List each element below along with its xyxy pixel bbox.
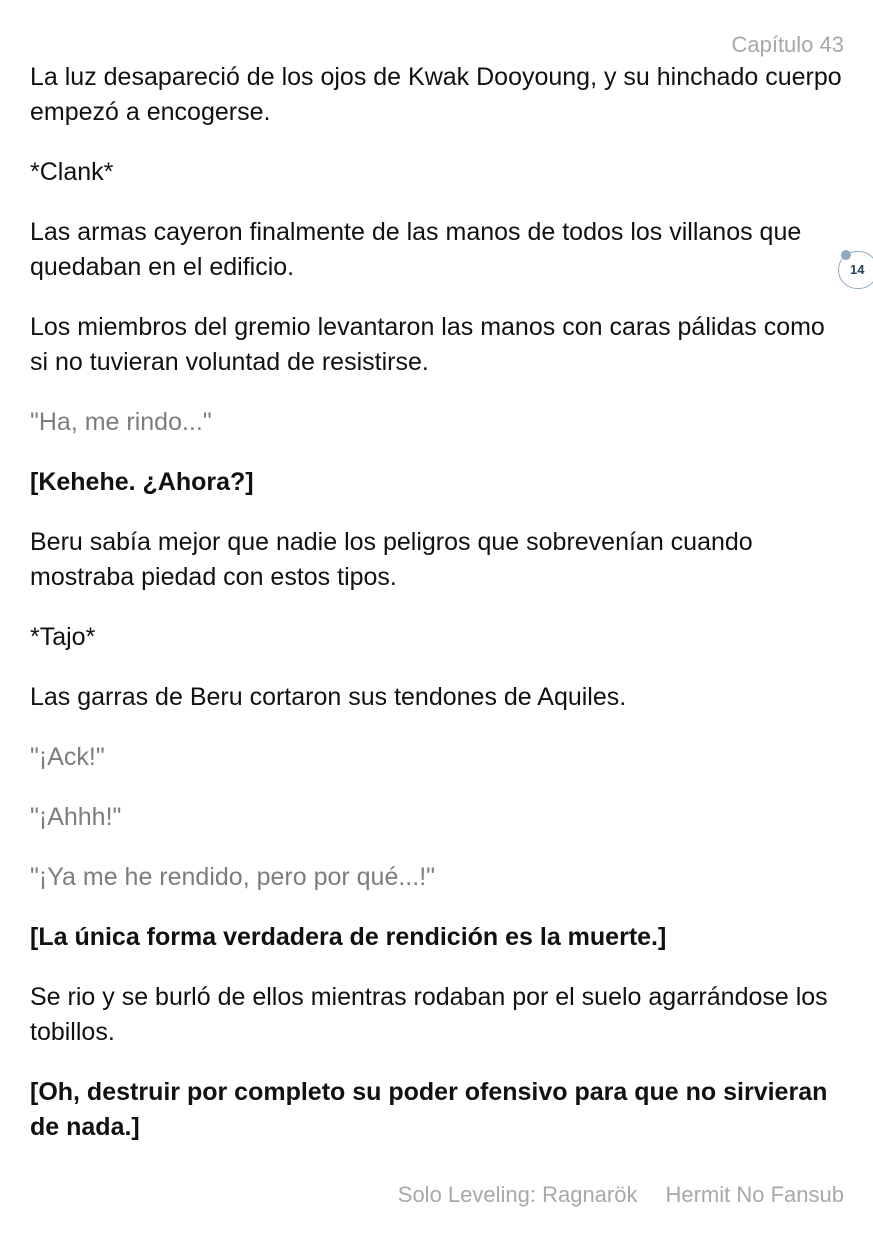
paragraph-narration: Se rio y se burló de ellos mientras rodaban por el suelo agarrándose los tobillos. <box>30 983 828 1046</box>
paragraph-system-message: [Oh, destruir por completo su poder ofensivo para que no sirvieran de nada.] <box>30 1078 828 1141</box>
paragraph-sound-effect: *Tajo* <box>30 623 96 651</box>
paragraph-narration: Las armas cayeron finalmente de las manos de todos los villanos que quedaban en el edificio. <box>30 218 802 281</box>
chapter-body <box>30 60 845 1170</box>
paragraph-dialogue: "¡Ahhh!" <box>30 803 122 831</box>
paragraph-dialogue: "Ha, me rindo..." <box>30 408 212 436</box>
paragraph-narration: Beru sabía mejor que nadie los peligros que sobrevenían cuando mostraba piedad con estos tipos. <box>30 528 753 591</box>
page-number-label: 14 <box>850 262 865 277</box>
chapter-header: Capítulo 43 <box>731 32 844 57</box>
footer-translator: Hermit No Fansub <box>665 1182 844 1207</box>
paragraph-narration: La luz desapareció de los ojos de Kwak Dooyoung, y su hinchado cuerpo empezó a encogerse. <box>30 63 842 126</box>
paragraph-narration: Los miembros del gremio levantaron las manos con caras pálidas como si no tuvieran voluntad de resistirse. <box>30 313 825 376</box>
paragraph-sound-effect: *Clank* <box>30 158 114 186</box>
footer-book-title: Solo Leveling: Ragnarök <box>397 1182 638 1207</box>
paragraph-dialogue: "¡Ya me he rendido, pero por qué...!" <box>30 863 436 891</box>
page-footer <box>398 1182 844 1208</box>
paragraph-dialogue: "¡Ack!" <box>30 743 105 771</box>
paragraph-system-message: [Kehehe. ¿Ahora?] <box>30 468 254 496</box>
paragraph-system-message: [La única forma verdadera de rendición es la muerte.] <box>30 923 667 951</box>
paragraph-narration: Las garras de Beru cortaron sus tendones de Aquiles. <box>30 683 627 711</box>
